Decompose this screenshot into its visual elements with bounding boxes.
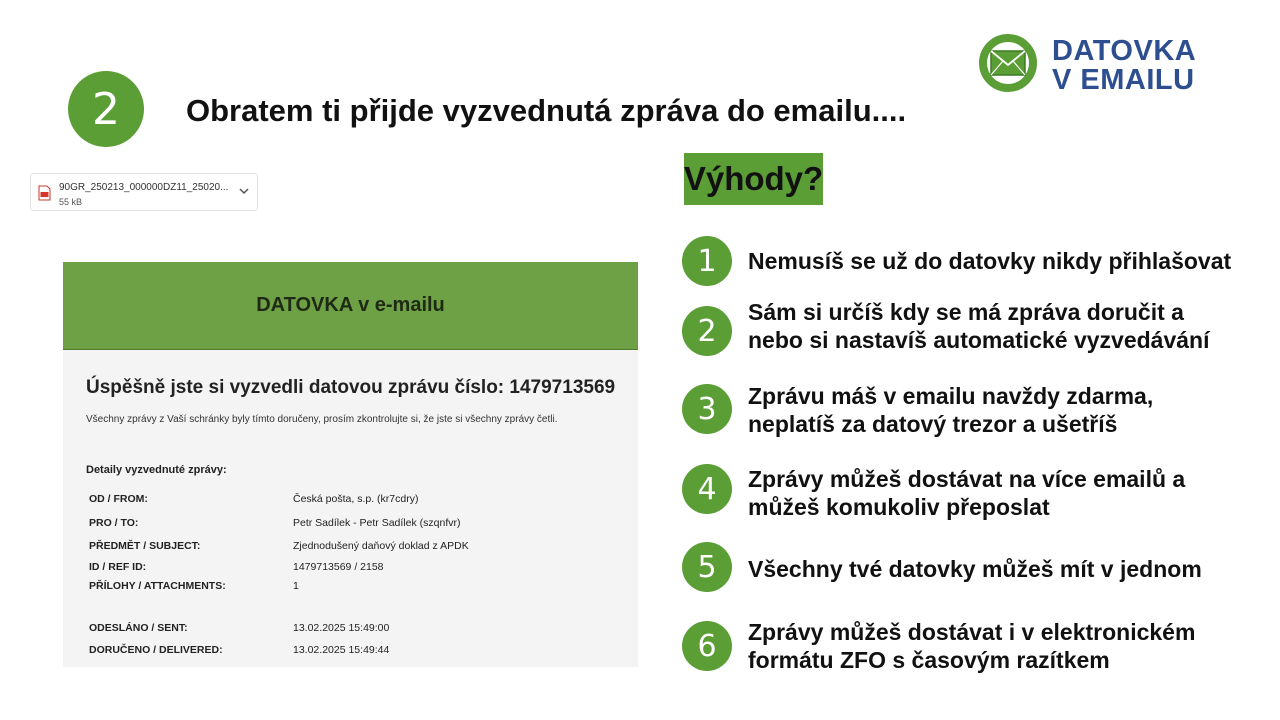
detail-value-sent: 13.02.2025 15:49:00	[293, 622, 390, 634]
benefit-text-2	[748, 298, 1209, 354]
email-subtitle: Všechny zprávy z Vaší schránky byly tímto doručeny, prosím zkontrolujte si, že jste si všechny zprávy četli.	[86, 414, 558, 425]
benefit-text-6	[748, 618, 1195, 674]
benefit-number-1: 1	[682, 236, 732, 286]
email-preview	[63, 262, 638, 667]
email-title: Úspěšně jste si vyzvedli datovou zprávu číslo: 1479713569	[86, 377, 616, 398]
detail-value-attachments: 1	[293, 580, 299, 592]
email-details-label: Detaily vyzvednuté zprávy:	[86, 464, 227, 476]
benefits-title: Výhody?	[684, 153, 823, 205]
benefit-number-2: 2	[682, 306, 732, 356]
benefit-number-4: 4	[682, 464, 732, 514]
benefit-6-line-1: Zprávy můžeš dostávat i v elektronickém	[748, 619, 1196, 645]
benefit-4-line-1: Zprávy můžeš dostávat na více emailů a	[748, 466, 1186, 492]
step-number-badge: 2	[68, 71, 144, 147]
benefit-number-6: 6	[682, 621, 732, 671]
chevron-down-icon[interactable]	[238, 185, 250, 197]
envelope-at-icon	[990, 50, 1026, 76]
download-filename: 90GR_250213_000000DZ11_25020...	[59, 182, 229, 193]
benefit-5-line-1: Všechny tvé datovky můžeš mít v jednom	[748, 556, 1202, 582]
benefit-text-3	[748, 382, 1153, 438]
benefit-text-4	[748, 465, 1185, 521]
benefit-1-line-1: Nemusíš se už do datovky nikdy přihlašovat	[748, 248, 1232, 274]
detail-value-to: Petr Sadílek - Petr Sadílek (szqnfvr)	[293, 517, 461, 529]
download-size: 55 kB	[59, 197, 83, 207]
benefit-2-line-1: Sám si určíš kdy se má zpráva doručit a	[748, 299, 1184, 325]
benefit-6-line-2: formátu ZFO s časovým razítkem	[748, 647, 1110, 673]
pdf-file-icon	[38, 185, 51, 201]
detail-value-delivered: 13.02.2025 15:49:44	[293, 644, 390, 656]
benefit-text-5	[748, 555, 1202, 583]
detail-key-subject: PŘEDMĚT / SUBJECT:	[89, 540, 201, 552]
detail-key-to: PRO / TO:	[89, 517, 139, 529]
detail-key-attachments: PŘÍLOHY / ATTACHMENTS:	[89, 580, 226, 592]
logo-line-1: DATOVKA	[1052, 35, 1197, 67]
benefit-2-line-2: nebo si nastavíš automatické vyzvedávání	[748, 327, 1210, 353]
benefit-number-5: 5	[682, 542, 732, 592]
detail-value-ref-id: 1479713569 / 2158	[293, 561, 384, 573]
slide-headline: Obratem ti přijde vyzvednutá zpráva do emailu....	[186, 93, 907, 128]
benefit-text-1	[748, 247, 1231, 275]
detail-value-from: Česká pošta, s.p. (kr7cdry)	[293, 493, 419, 505]
logo-wordmark	[1052, 37, 1196, 95]
benefit-4-line-2: můžeš komukoliv přeposlat	[748, 494, 1050, 520]
detail-key-ref-id: ID / REF ID:	[89, 561, 147, 573]
logo-line-2: V EMAILU	[1052, 64, 1195, 96]
datovka-logo	[979, 33, 1219, 103]
detail-key-sent: ODESLÁNO / SENT:	[89, 622, 188, 634]
download-item[interactable]	[30, 173, 258, 211]
benefit-3-line-1: Zprávu máš v emailu navždy zdarma,	[748, 383, 1154, 409]
benefit-3-line-2: neplatíš za datový trezor a ušetříš	[748, 411, 1118, 437]
email-header: DATOVKA v e-mailu	[63, 262, 638, 350]
detail-value-subject: Zjednodušený daňový doklad z APDK	[293, 540, 469, 552]
detail-key-from: OD / FROM:	[89, 493, 148, 505]
benefit-number-3: 3	[682, 384, 732, 434]
detail-key-delivered: DORUČENO / DELIVERED:	[89, 644, 223, 656]
